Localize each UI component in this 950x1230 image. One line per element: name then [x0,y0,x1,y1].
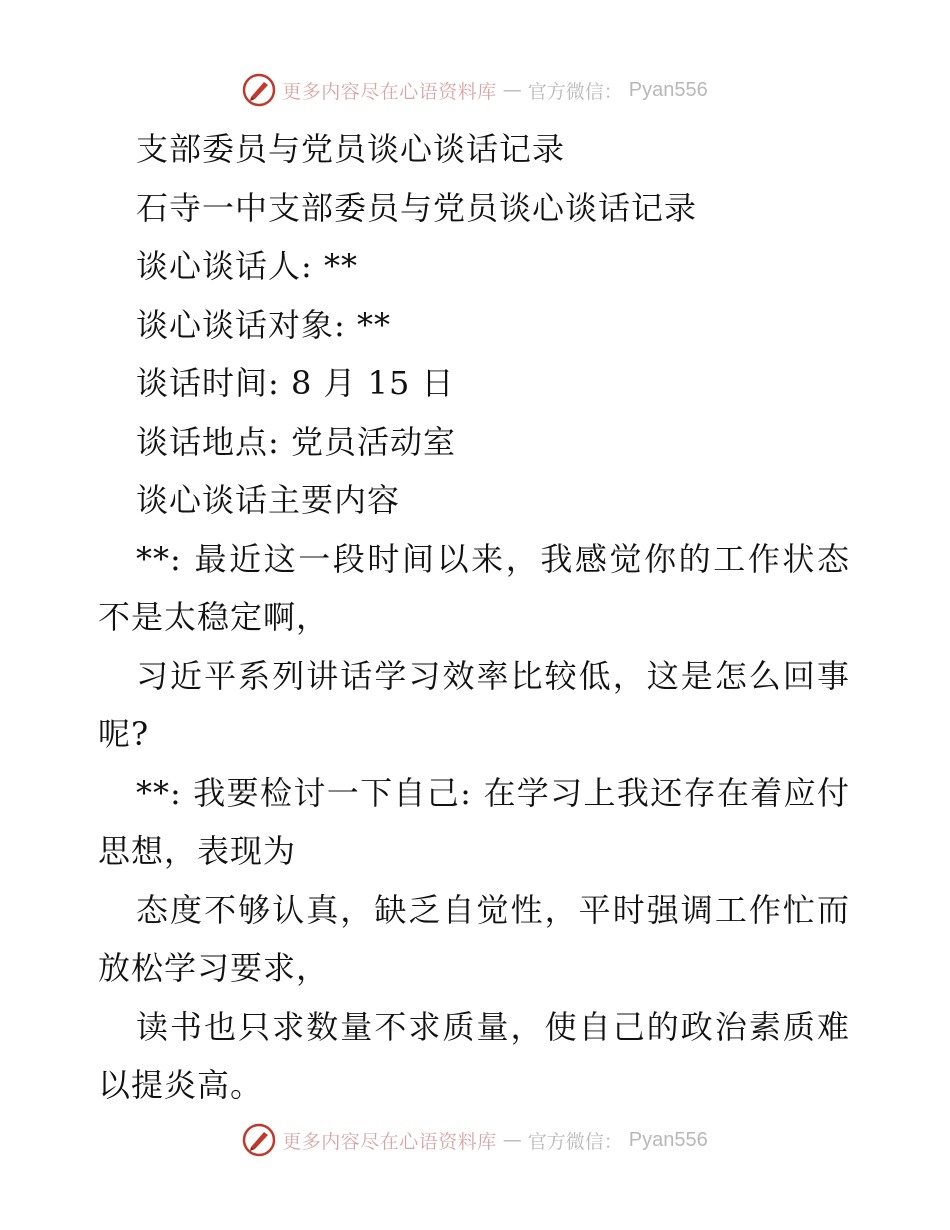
document-title: 支部委员与党员谈心谈话记录 [136,130,566,168]
field-talker: 谈心谈话人: ** [136,247,358,285]
watermark-separator: — [502,79,522,101]
watermark-footer [0,1120,950,1160]
pen-logo-icon [242,73,276,107]
watermark-brand: 更多内容尽在心语资料库 [282,80,497,103]
watermark-wechat-label: 官方微信： [527,80,623,103]
field-talk-time: 谈话时间: 8 月 15 日 [136,364,455,402]
document-subtitle: 石寺一中支部委员与党员谈心谈话记录 [136,188,698,227]
paragraph: **: 最近这一段时间以来，我感觉你的工作状态不是太稳定啊， [98,539,850,636]
paragraph: 态度不够认真，缺乏自觉性，平时强调工作忙而放松学习要求， [98,890,850,987]
paragraph: 习近平系列讲话学习效率比较低，这是怎么回事呢? [98,656,850,753]
watermark-header [0,70,950,110]
field-talk-location: 谈话地点: 党员活动室 [136,422,456,461]
watermark-wechat-id: Pyan556 [628,78,708,101]
watermark-separator: — [502,1129,522,1151]
watermark-brand: 更多内容尽在心语资料库 [282,1130,497,1153]
pen-logo-icon [242,1123,276,1157]
section-heading: 谈心谈话主要内容 [136,481,401,519]
watermark-wechat-id: Pyan556 [628,1128,708,1151]
paragraph: 读书也只求数量不求质量，使自己的政治素质难以提炎高。 [98,1007,850,1104]
watermark-wechat-label: 官方微信： [527,1130,623,1153]
document-body [98,120,850,1115]
paragraph: **: 我要检讨一下自己: 在学习上我还存在着应付思想，表现为 [98,773,850,870]
field-talk-target: 谈心谈话对象: ** [136,305,391,344]
